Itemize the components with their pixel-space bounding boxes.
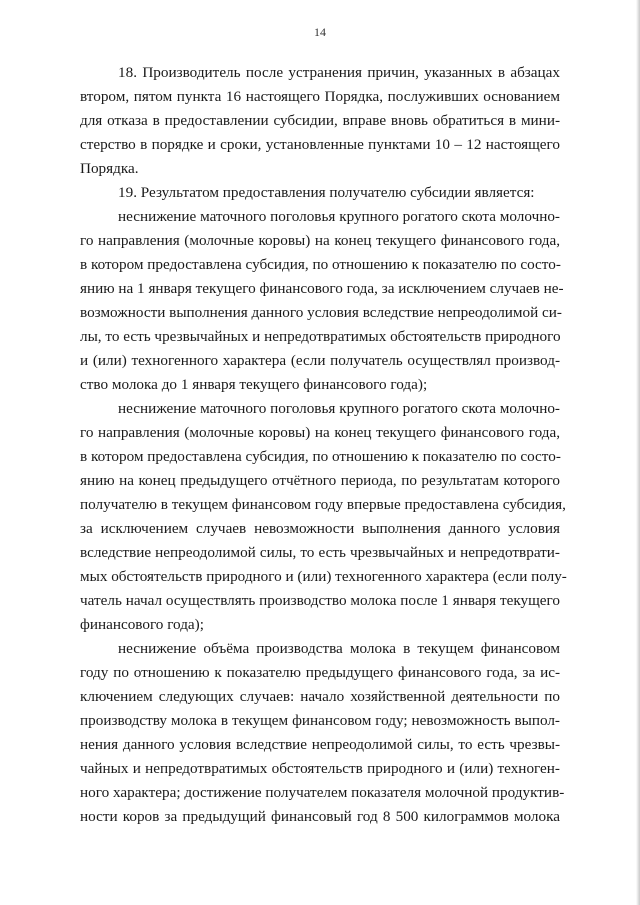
page-edge-shadow	[636, 0, 640, 905]
text-line: неснижение объёма производства молока в текущем финансовом	[118, 640, 560, 657]
text-line: втором, пятом пункта 16 настоящего Порядка, послуживших основанием	[80, 88, 560, 105]
text-line: вследствие непреодолимой силы, то есть чрезвычайных и непредотврати-	[80, 544, 560, 561]
text-line: производству молока в текущем финансовом году; невозможность выпол-	[80, 712, 560, 729]
text-line: возможности выполнения данного условия вследствие непреодолимой си-	[80, 304, 562, 321]
text-line: неснижение маточного поголовья крупного рогатого скота молочно-	[118, 400, 560, 417]
text-line: в котором предоставлена субсидия, по отношению к показателю по состо-	[80, 448, 561, 465]
text-line: ство молока до 1 января текущего финансового года);	[80, 376, 428, 393]
text-line: в котором предоставлена субсидия, по отношению к показателю по состо-	[80, 256, 561, 273]
text-line: финансового года);	[80, 616, 204, 633]
text-line: ного характера; достижение получателем показателя молочной продуктив-	[80, 784, 565, 801]
text-line: нения данного условия вследствие непреодолимой силы, то есть чрезвы-	[80, 736, 560, 753]
text-line: янию на 1 января текущего финансового года, за исключением случаев не-	[80, 280, 564, 297]
text-line: го направления (молочные коровы) на конец текущего финансового года,	[80, 424, 560, 441]
text-line: мых обстоятельств природного и (или) техногенного характера (если полу-	[80, 568, 567, 585]
text-line: лы, то есть чрезвычайных и непредотвратимых обстоятельств природного	[80, 328, 561, 345]
text-line: чатель начал осуществлять производство молока после 1 января текущего	[80, 592, 560, 609]
text-line: Порядка.	[80, 160, 139, 177]
text-line: для отказа в предоставлении субсидии, вправе вновь обратиться в мини-	[80, 112, 560, 129]
text-line: ности коров за предыдущий финансовый год 8 500 килограммов молока	[80, 808, 560, 825]
text-line: чайных и непредотвратимых обстоятельств природного и (или) техноген-	[80, 760, 560, 777]
text-line: го направления (молочные коровы) на конец текущего финансового года,	[80, 232, 560, 249]
text-line: неснижение маточного поголовья крупного рогатого скота молочно-	[118, 208, 560, 225]
text-line: ключением следующих случаев: начало хозяйственной деятельности по	[80, 688, 560, 705]
text-line: стерство в порядке и сроки, установленные пунктами 10 – 12 настоящего	[80, 136, 560, 153]
text-line: и (или) техногенного характера (если получатель осуществлял производ-	[80, 352, 560, 369]
text-line: 18. Производитель после устранения причин, указанных в абзацах	[118, 64, 560, 81]
page-number: 14	[314, 25, 326, 39]
text-line: году по отношению к показателю предыдущего финансового года, за ис-	[80, 664, 560, 681]
text-line: янию на конец предыдущего отчётного периода, по результатам которого	[80, 472, 560, 489]
text-line: за исключением случаев невозможности выполнения данного условия	[80, 520, 560, 537]
text-line: 19. Результатом предоставления получателю субсидии является:	[118, 184, 535, 201]
text-line: получателю в текущем финансовом году впервые предоставлена субсидия,	[80, 496, 566, 513]
